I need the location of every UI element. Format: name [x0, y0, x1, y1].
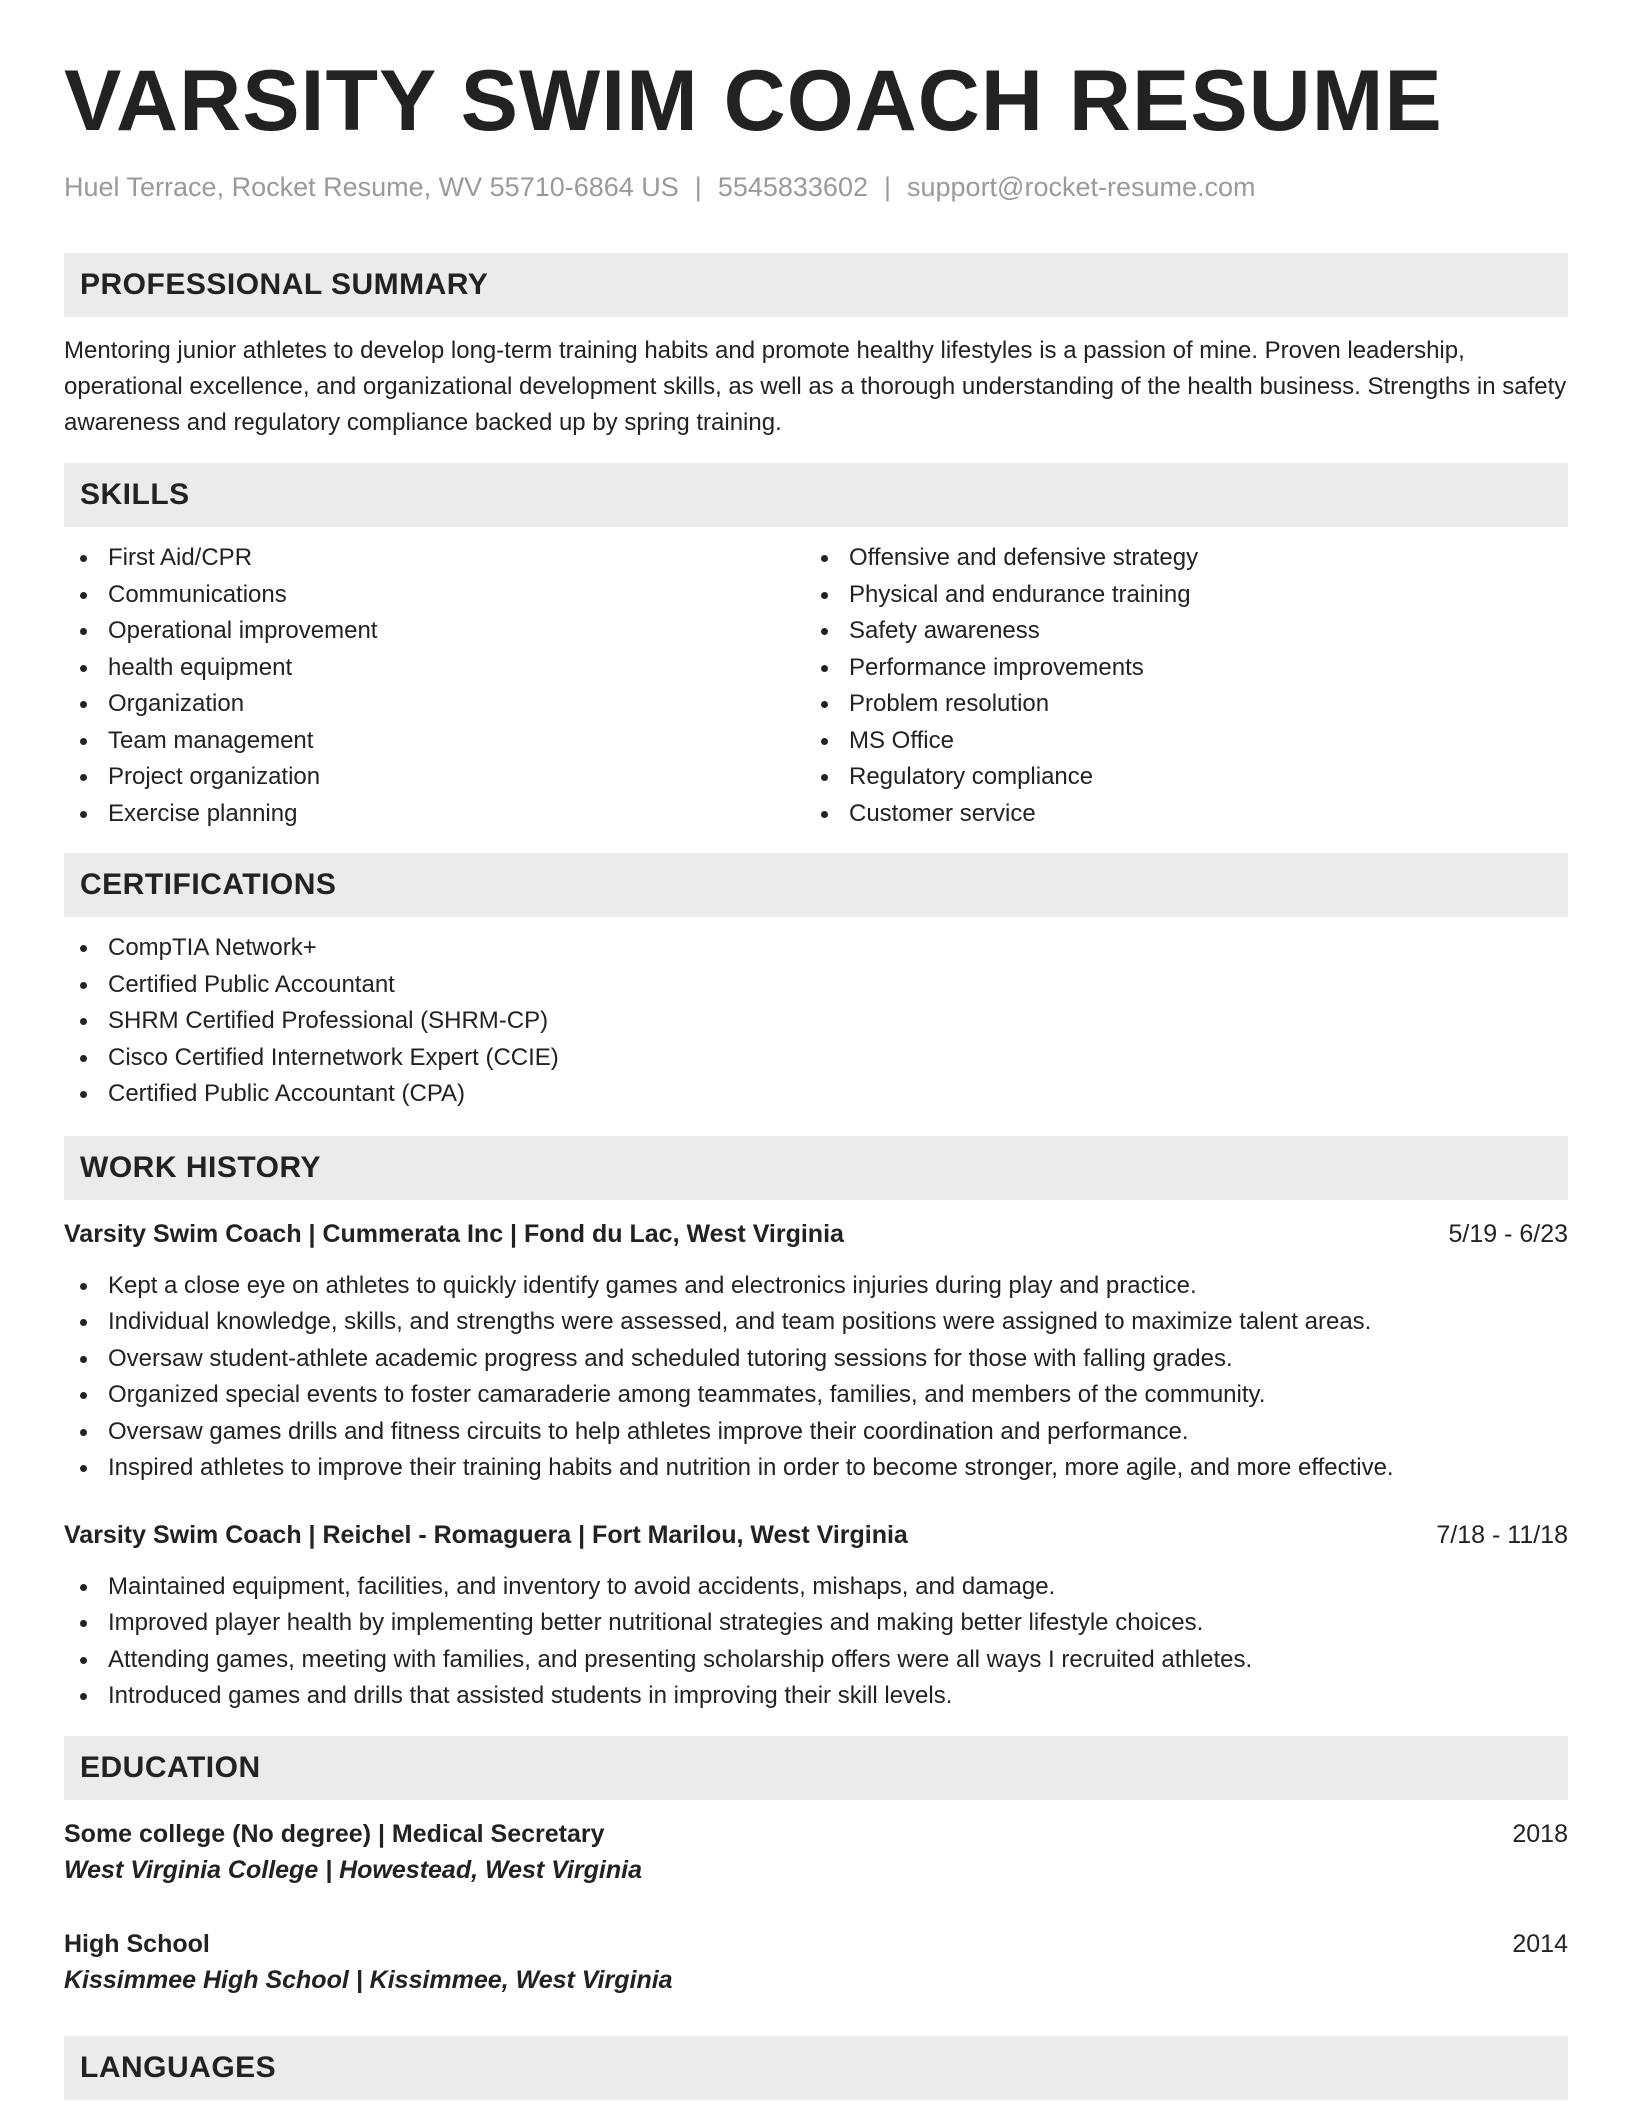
job-entry: [64, 1216, 1568, 1487]
skill-item: First Aid/CPR: [64, 540, 805, 577]
job-header: [64, 1216, 1568, 1252]
education-header: [64, 1926, 1568, 1962]
education-school: West Virginia College | Howestead, West Virginia: [64, 1855, 642, 1884]
certification-item: Certified Public Accountant (CPA): [64, 1076, 1568, 1113]
job-title: Varsity Swim Coach | Reichel - Romaguera | Fort Marilou, West Virginia: [64, 1520, 908, 1549]
skill-item: Organization: [64, 686, 805, 723]
job-bullet: Kept a close eye on athletes to quickly identify games and electronics injuries during play and practice.: [64, 1268, 1568, 1305]
job-bullets: [64, 1569, 1568, 1715]
skill-item: Safety awareness: [805, 613, 1546, 650]
skills-heading: SKILLS: [64, 463, 1568, 527]
job-bullet: Oversaw games drills and fitness circuits to help athletes improve their coordination and performance.: [64, 1414, 1568, 1451]
skill-item: Physical and endurance training: [805, 577, 1546, 614]
education-entry: [64, 1816, 1568, 1888]
skill-item: Exercise planning: [64, 796, 805, 833]
job-title: Varsity Swim Coach | Cummerata Inc | Fond du Lac, West Virginia: [64, 1219, 844, 1248]
job-header: [64, 1517, 1568, 1553]
skill-item: Communications: [64, 577, 805, 614]
education-year: 2014: [1512, 1929, 1568, 1958]
job-bullet: Introduced games and drills that assisted students in improving their skill levels.: [64, 1678, 1568, 1715]
job-bullet: Individual knowledge, skills, and strengths were assessed, and team positions were assigned to maximize talent areas.: [64, 1304, 1568, 1341]
skill-item: Regulatory compliance: [805, 759, 1546, 796]
job-bullet: Improved player health by implementing better nutritional strategies and making better lifestyle choices.: [64, 1605, 1568, 1642]
education-header: [64, 1816, 1568, 1852]
job-bullet: Inspired athletes to improve their training habits and nutrition in order to become stronger, more agile, and more effective.: [64, 1450, 1568, 1487]
skill-item: Problem resolution: [805, 686, 1546, 723]
resume-title: VARSITY SWIM COACH RESUME: [64, 53, 1443, 149]
contact-separator: |: [883, 172, 891, 202]
skills-list-right: [805, 540, 1546, 832]
certification-item: Certified Public Accountant: [64, 967, 1568, 1004]
summary-text: Mentoring junior athletes to develop long-term training habits and promote healthy lifestyles is a passion of mine. Proven leadership, operational excellence, and organizational development skills, as well as a thorough understanding of the health business. Strengths in safety awareness and regulatory compliance backed up by spring training.: [64, 337, 1567, 436]
skill-item: Project organization: [64, 759, 805, 796]
job-entry: [64, 1517, 1568, 1715]
contact-phone: 5545833602: [717, 172, 868, 202]
job-bullet: Attending games, meeting with families, and presenting scholarship offers were all ways I recruited athletes.: [64, 1642, 1568, 1679]
certification-item: SHRM Certified Professional (SHRM-CP): [64, 1003, 1568, 1040]
certifications-heading: CERTIFICATIONS: [64, 853, 1568, 917]
summary-heading: PROFESSIONAL SUMMARY: [64, 253, 1568, 317]
skills-columns: [64, 540, 1568, 832]
skill-item: MS Office: [805, 723, 1546, 760]
job-dates: 5/19 - 6/23: [1448, 1219, 1568, 1248]
job-bullet: Maintained equipment, facilities, and inventory to avoid accidents, mishaps, and damage.: [64, 1569, 1568, 1606]
certification-item: CompTIA Network+: [64, 930, 1568, 967]
education-degree: High School: [64, 1929, 210, 1958]
education-entry: [64, 1926, 1568, 1998]
languages-heading: LANGUAGES: [64, 2036, 1568, 2100]
contact-email: support@rocket-resume.com: [907, 172, 1256, 202]
skill-item: Team management: [64, 723, 805, 760]
skill-item: Customer service: [805, 796, 1546, 833]
education-year: 2018: [1512, 1819, 1568, 1848]
skill-item: Performance improvements: [805, 650, 1546, 687]
skill-item: Offensive and defensive strategy: [805, 540, 1546, 577]
certifications-list: [64, 930, 1568, 1113]
job-dates: 7/18 - 11/18: [1436, 1520, 1568, 1549]
contact-line: [64, 172, 1568, 203]
work-history-heading: WORK HISTORY: [64, 1136, 1568, 1200]
skills-list-left: [64, 540, 805, 832]
job-bullets: [64, 1268, 1568, 1487]
contact-address: Huel Terrace, Rocket Resume, WV 55710-6864 US: [64, 172, 679, 202]
certification-item: Cisco Certified Internetwork Expert (CCIE): [64, 1040, 1568, 1077]
skill-item: Operational improvement: [64, 613, 805, 650]
education-school: Kissimmee High School | Kissimmee, West Virginia: [64, 1965, 673, 1994]
contact-separator: |: [694, 172, 702, 202]
job-bullet: Organized special events to foster camaraderie among teammates, families, and members of the community.: [64, 1377, 1568, 1414]
education-degree: Some college (No degree) | Medical Secretary: [64, 1819, 605, 1848]
job-bullet: Oversaw student-athlete academic progress and scheduled tutoring sessions for those with falling grades.: [64, 1341, 1568, 1378]
education-heading: EDUCATION: [64, 1736, 1568, 1800]
skill-item: health equipment: [64, 650, 805, 687]
